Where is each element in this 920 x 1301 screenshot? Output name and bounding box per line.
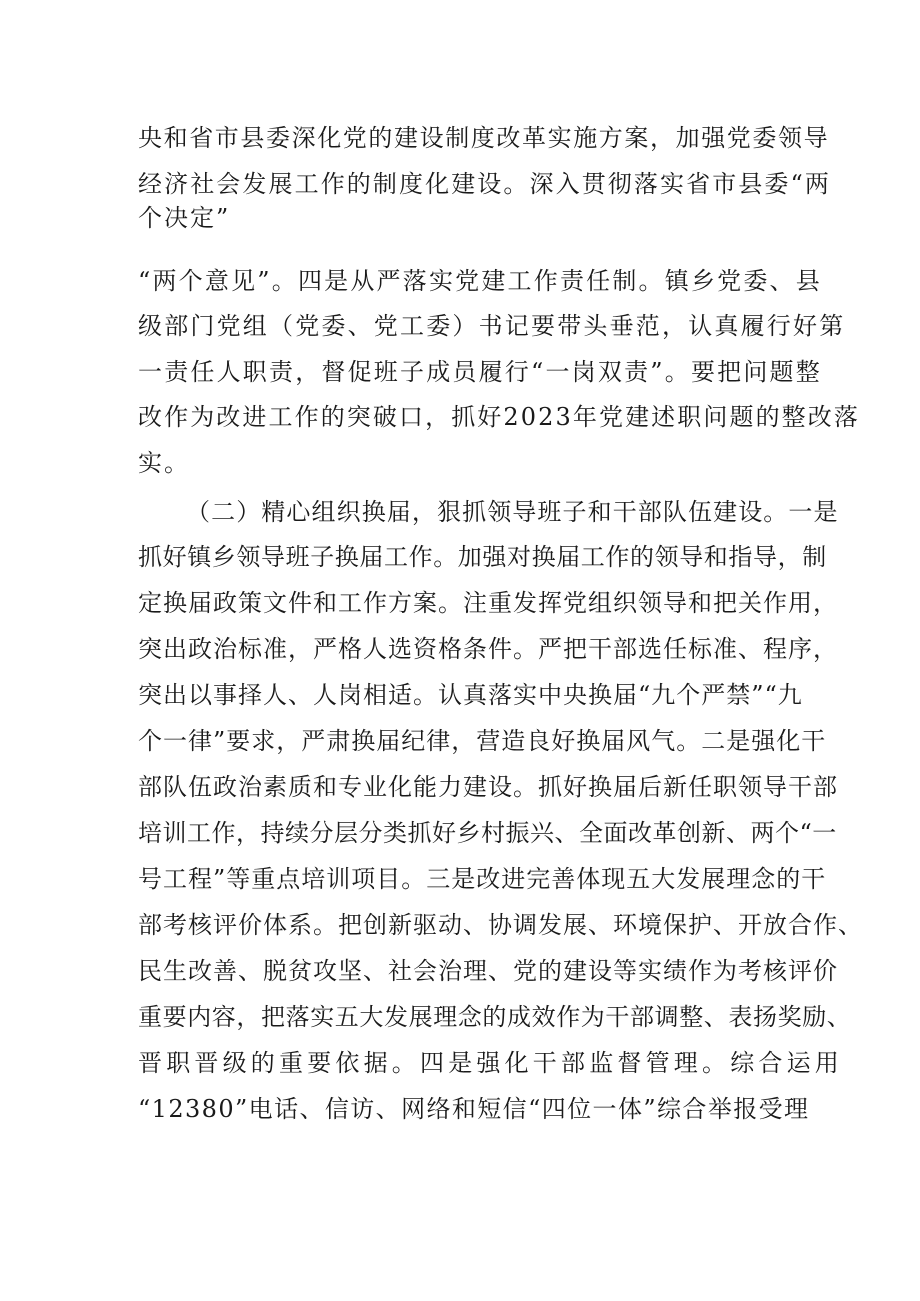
text-line: 突出政治标准，严格人选资格条件。严把干部选任标准、程序， [138, 635, 838, 663]
text-line: 抓好镇乡领导班子换届工作。加强对换届工作的领导和指导，制 [138, 543, 827, 571]
text-line: 部考核评价体系。把创新驱动、协调发展、环境保护、开放合作、 [138, 911, 863, 939]
text-line: 培训工作，持续分层分类抓好乡村振兴、全面改革创新、两个“一 [138, 819, 837, 847]
text-line: 经济社会发展工作的制度化建设。深入贯彻落实省市县委“两 [138, 170, 831, 198]
text-line: 定换届政策文件和工作方案。注重发挥党组织领导和把关作用， [138, 589, 838, 617]
text-line: “12380”电话、信访、网络和短信“四位一体”综合举报受理 [138, 1095, 810, 1123]
text-line: 级部门党组（党委、党工委）书记要带头垂范，认真履行好第 [138, 312, 846, 340]
text-line: 个一律”要求，严肃换届纪律，营造良好换届风气。二是强化干 [138, 727, 827, 755]
text-line: 重要内容，把落实五大发展理念的成效作为干部调整、表扬奖励、 [138, 1003, 852, 1031]
paragraph-heading-line: （二）精心组织换届，狠抓领导班子和干部队伍建设。一是 [186, 498, 839, 526]
text-line: “两个意见”。四是从严落实党建工作责任制。镇乡党委、县 [138, 267, 822, 295]
text-line: 实。 [138, 449, 190, 477]
text-line: 民生改善、脱贫攻坚、社会治理、党的建设等实绩作为考核评价 [138, 957, 838, 985]
text-line: 部队伍政治素质和专业化能力建设。抓好换届后新任职领导干部 [138, 773, 838, 801]
text-line: 号工程”等重点培训项目。三是改进完善体现五大发展理念的干 [138, 865, 827, 893]
text-line: 央和省市县委深化党的建设制度改革实施方案，加强党委领导 [138, 124, 830, 152]
text-line: 突出以事择人、人岗相适。认真落实中央换届“九个严禁”“九 [138, 681, 803, 709]
text-line: 个决定” [138, 204, 231, 232]
text-line: 改作为改进工作的突破口，抓好2023年党建述职问题的整改落 [138, 403, 860, 431]
text-line: 一责任人职责，督促班子成员履行“一岗双责”。要把问题整 [138, 358, 822, 386]
text-line: 晋职晋级的重要依据。四是强化干部监督管理。综合运用 [138, 1049, 843, 1077]
